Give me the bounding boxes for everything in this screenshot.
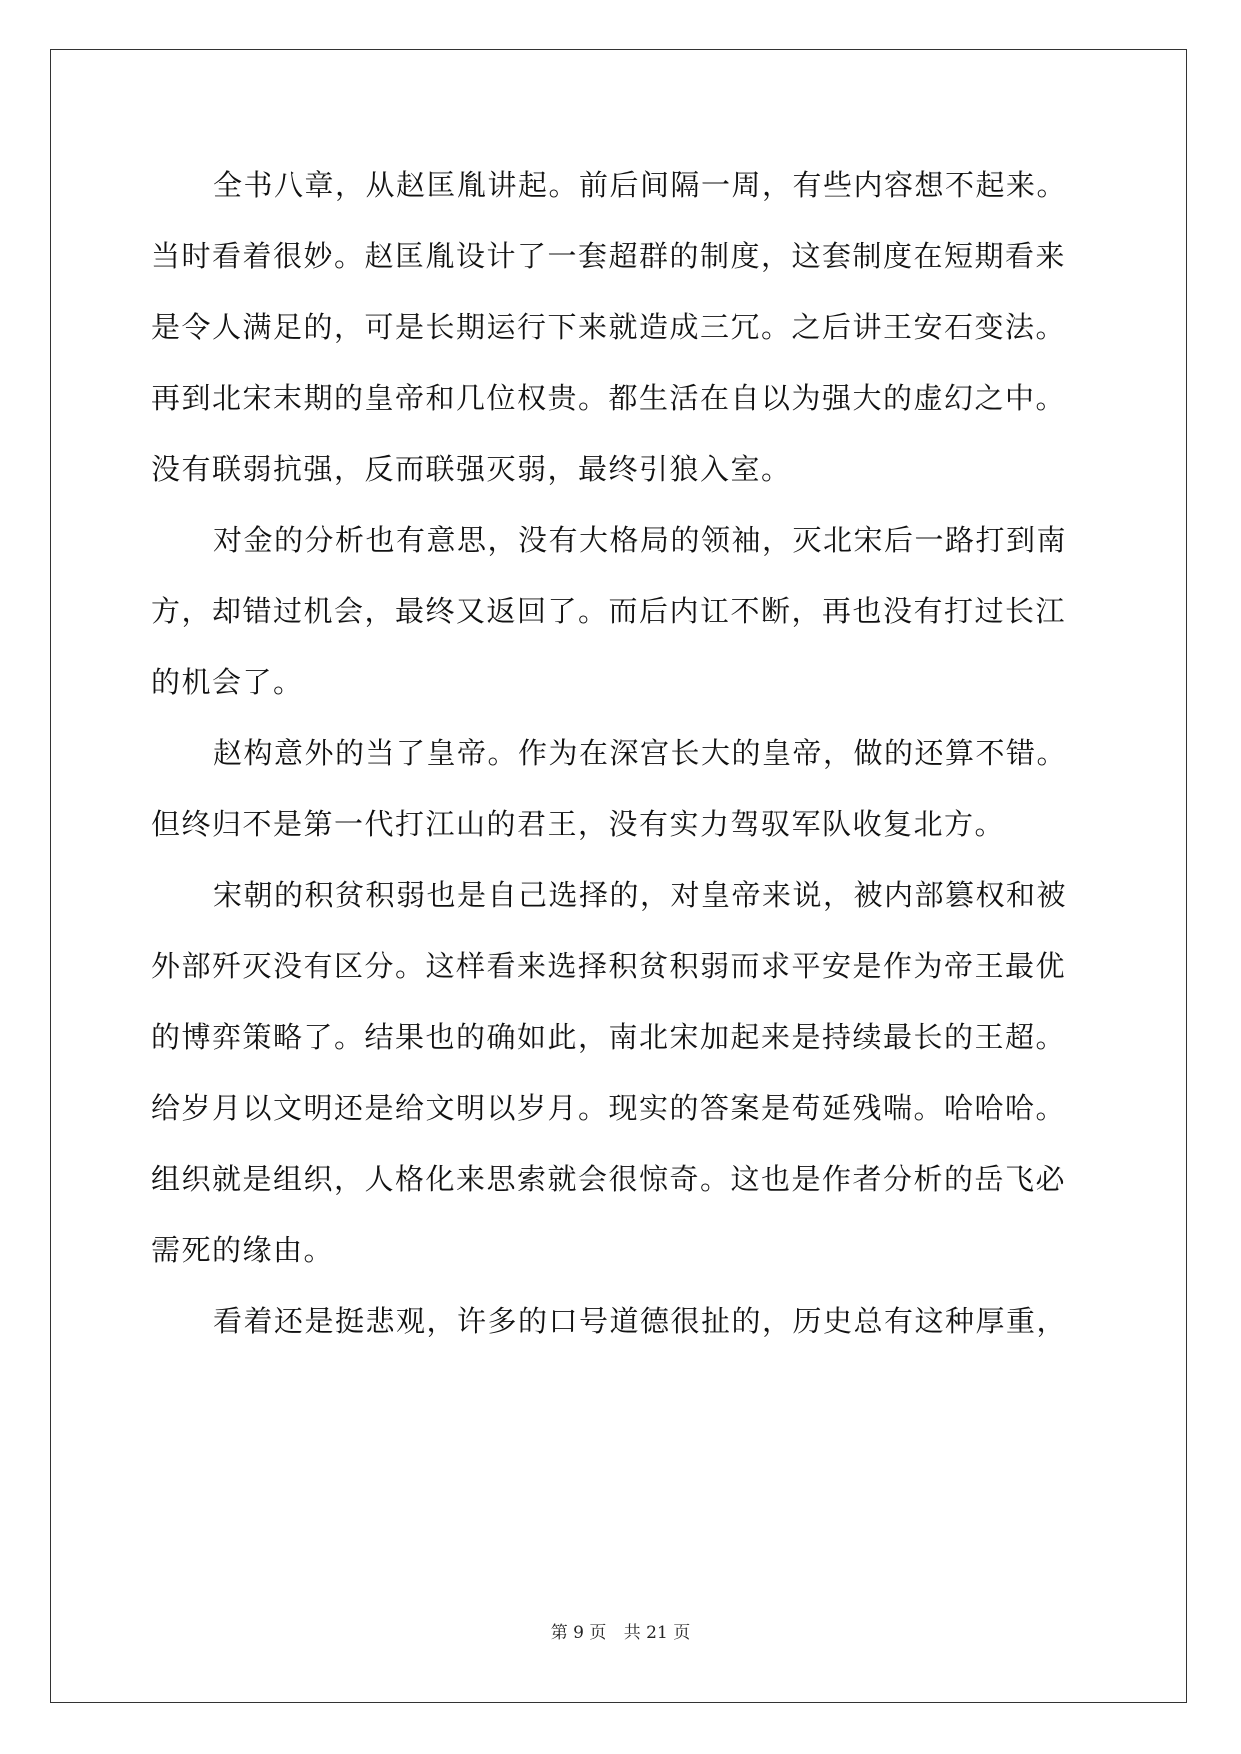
text-line: 没有联弱抗强，反而联强灭弱，最终引狼入室。 — [151, 452, 792, 486]
page-total: 共 21 页 — [623, 1623, 691, 1643]
page-footer — [0, 1618, 1241, 1643]
text-line: 赵构意外的当了皇帝。作为在深宫长大的皇帝，做的还算不错。 — [213, 736, 1068, 770]
document-body — [151, 150, 1091, 1357]
text-line: 当时看着很妙。赵匡胤设计了一套超群的制度，这套制度在短期看来 — [151, 239, 1067, 273]
text-line: 的机会了。 — [151, 665, 304, 699]
page-number: 第 9 页 — [550, 1623, 607, 1643]
text-line: 组织就是组织，人格化来思索就会很惊奇。这也是作者分析的岳飞必 — [151, 1162, 1067, 1196]
text-line: 再到北宋末期的皇帝和几位权贵。都生活在自以为强大的虚幻之中。 — [151, 381, 1067, 415]
text-line: 给岁月以文明还是给文明以岁月。现实的答案是苟延残喘。哈哈哈。 — [151, 1091, 1067, 1125]
text-line: 全书八章，从赵匡胤讲起。前后间隔一周，有些内容想不起来。 — [213, 168, 1068, 202]
text-line: 看着还是挺悲观，许多的口号道德很扯的，历史总有这种厚重， — [213, 1304, 1068, 1338]
text-line: 是令人满足的，可是长期运行下来就造成三冗。之后讲王安石变法。 — [151, 310, 1067, 344]
text-line: 需死的缘由。 — [151, 1233, 335, 1267]
text-line: 方，却错过机会，最终又返回了。而后内讧不断，再也没有打过长江 — [151, 594, 1067, 628]
text-line: 的博弈策略了。结果也的确如此，南北宋加起来是持续最长的王超。 — [151, 1020, 1067, 1054]
text-line: 宋朝的积贫积弱也是自己选择的，对皇帝来说，被内部篡权和被 — [213, 878, 1068, 912]
text-line: 外部歼灭没有区分。这样看来选择积贫积弱而求平安是作为帝王最优 — [151, 949, 1067, 983]
text-line: 但终归不是第一代打江山的君王，没有实力驾驭军队收复北方。 — [151, 807, 1006, 841]
text-line: 对金的分析也有意思，没有大格局的领袖，灭北宋后一路打到南 — [213, 523, 1068, 557]
